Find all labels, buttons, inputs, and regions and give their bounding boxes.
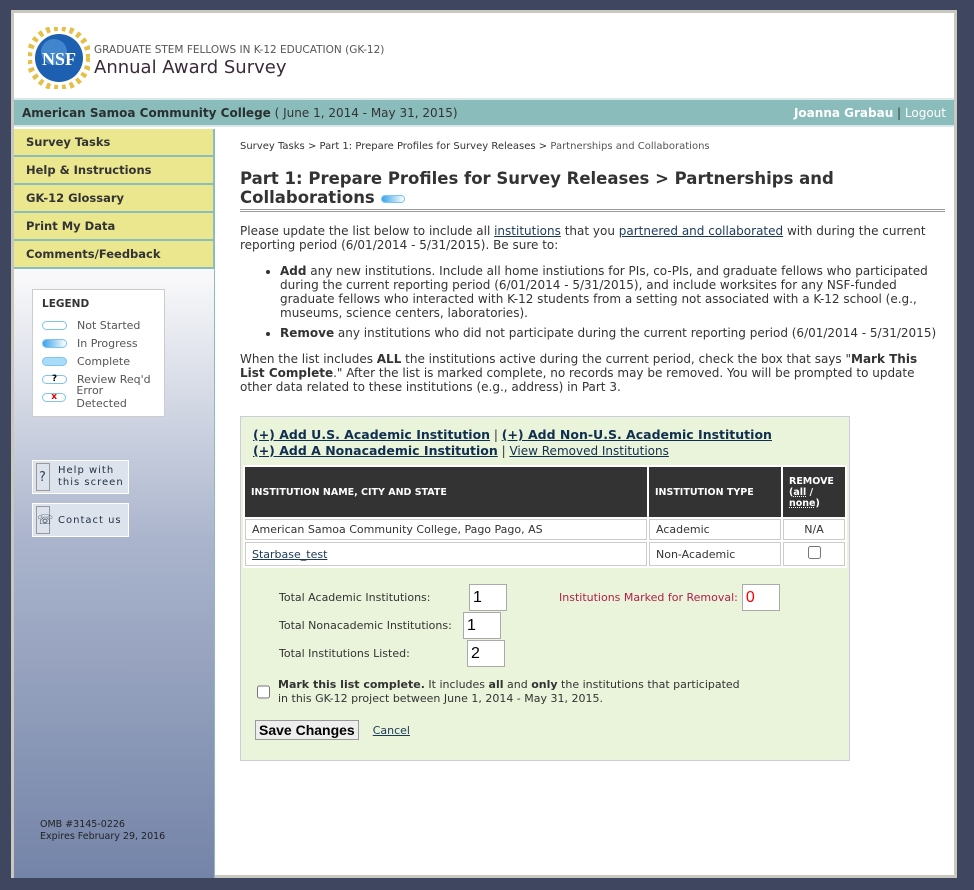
logout-link[interactable]: Logout [904,105,946,120]
breadcrumb-survey-tasks[interactable]: Survey Tasks [240,141,305,152]
complete-icon [42,357,67,366]
view-removed-link[interactable]: View Removed Institutions [509,444,669,458]
header [14,13,954,98]
total-listed-field[interactable] [467,640,505,667]
cancel-link[interactable]: Cancel [372,723,410,737]
legend-label: Not Started [77,318,141,332]
column-header-remove: REMOVE (all / none) [783,467,845,517]
mark-complete [257,678,748,706]
separator: | [490,428,502,442]
complete-part: the institutions that participated in this GK-12 project between June 1, 2014 - May 31, 2015. [278,678,740,705]
legend-title: LEGEND [42,298,90,310]
not-started-icon [42,321,67,330]
help-button-label: Help with this screen [58,465,124,488]
note-text [240,352,945,394]
table-row [245,519,845,540]
legend [32,289,165,417]
note-part: ." After the list is marked complete, no records may be removed. You will be prompted to update other data related to these institutions (e.g., address) in Part 3. [240,366,915,394]
omb-expiry: Expires February 29, 2016 [40,831,166,842]
institutions-panel [240,416,850,761]
reporting-period: ( June 1, 2014 - May 31, 2015) [274,105,458,120]
remove-header-label: REMOVE [789,475,834,487]
intro-part: Please update the list below to include all [240,224,495,238]
note-part: the institutions active during the current period, check the box that says " [401,352,851,366]
phone-icon: ☏ [36,506,50,534]
nsf-logo [28,27,90,89]
help-screen-button[interactable] [32,460,129,494]
bullet-bold: Add [280,264,307,278]
column-header-type: INSTITUTION TYPE [649,467,781,517]
program-subtitle: GRADUATE STEM FELLOWS IN K-12 EDUCATION (GK-12) [94,44,385,56]
institution-type-cell: Academic [649,519,781,540]
in-progress-icon [381,195,405,203]
table-row [245,542,845,566]
remove-checkbox[interactable] [808,546,821,559]
removal-label: Institutions Marked for Removal: [559,591,738,604]
separator: | [893,105,905,120]
remove-cell: N/A [783,519,845,540]
page-title-text: Part 1: Prepare Profiles for Survey Releases > Partnerships and Collaborations [240,169,834,207]
sidebar-item-help[interactable]: Help & Instructions [14,157,214,185]
intro-part: that you [560,224,619,238]
complete-bold: all [488,678,504,691]
bullet-text: any institutions who did not participate during the current reporting period (6/01/2014 - 5/31/2015) [334,326,937,340]
legend-label: In Progress [77,336,138,350]
breadcrumb [240,141,945,152]
question-icon: ? [36,463,50,491]
institution-name-cell [245,542,647,566]
sidebar-item-survey-tasks[interactable]: Survey Tasks [14,129,214,157]
legend-label: Complete [77,354,131,368]
complete-bold: only [531,678,558,691]
error-icon: x [42,393,66,402]
legend-label: Error Detected [76,384,127,410]
add-us-academic-link[interactable]: (+) Add U.S. Academic Institution [253,427,491,442]
form-actions [255,720,847,740]
sidebar-item-feedback[interactable]: Comments/Feedback [14,241,214,269]
note-bold: ALL [376,352,402,366]
partnered-link[interactable]: partnered and collaborated [618,224,784,238]
mark-complete-checkbox[interactable] [257,678,270,706]
select-none-link[interactable]: none [789,497,816,509]
mark-complete-text [278,678,748,706]
action-links [243,427,847,459]
list-item [280,326,945,340]
total-academic-field[interactable] [469,584,507,611]
save-changes-button[interactable]: Save Changes [255,720,359,740]
totals-form [243,568,847,708]
in-progress-icon [42,339,67,348]
removal-count-field[interactable] [742,584,780,611]
intro-part: with during the current reporting period (6/01/2014 - 5/31/2015). Be sure to: [240,224,926,252]
institution-name: American Samoa Community College [22,105,271,120]
institution-link[interactable]: Starbase_test [252,547,328,561]
instructions-list [240,264,945,340]
breadcrumb-part1[interactable]: Part 1: Prepare Profiles for Survey Releases [319,141,536,152]
app-title: Annual Award Survey [94,57,287,78]
context-bar [14,98,954,127]
table-header-row [245,467,845,517]
intro-text [240,224,945,252]
institution-name-cell: American Samoa Community College, Pago Pago, AS [245,519,647,540]
select-all-link[interactable]: all [793,486,807,498]
complete-part: It includes [424,678,489,691]
contact-button-label: Contact us [58,514,122,526]
page-title [240,169,945,212]
app-window [11,10,957,878]
list-item [280,264,945,320]
institutions-table [243,465,847,568]
note-bold: Mark This List Complete [240,352,918,380]
institutions-link[interactable]: institutions [494,224,561,238]
total-listed-label: Total Institutions Listed: [279,647,410,660]
separator: > [535,141,551,152]
total-academic-label: Total Academic Institutions: [279,591,431,604]
column-header-name: INSTITUTION NAME, CITY AND STATE [245,467,647,517]
legend-label: Review Req'd [77,372,151,386]
separator: > [304,141,320,152]
complete-part: and [503,678,532,691]
complete-bold: Mark this list complete. [278,678,425,691]
add-non-us-academic-link[interactable]: (+) Add Non-U.S. Academic Institution [501,427,772,442]
review-required-icon: ? [42,375,67,384]
svg-text:NSF: NSF [41,49,77,69]
total-nonacademic-label: Total Nonacademic Institutions: [279,619,452,632]
user-name: Joanna Grabau [793,105,894,120]
total-nonacademic-field[interactable] [463,612,501,639]
institution-type-cell: Non-Academic [649,542,781,566]
sidebar-item-print[interactable]: Print My Data [14,213,214,241]
omb-number: OMB #3145-0226 [40,819,125,830]
main-content [229,129,957,761]
contact-button[interactable] [32,503,129,537]
sidebar-item-glossary[interactable]: GK-12 Glossary [14,185,214,213]
add-nonacademic-link[interactable]: (+) Add A Nonacademic Institution [253,443,498,458]
separator: | [497,444,510,458]
remove-cell [783,542,845,566]
bullet-bold: Remove [280,326,335,340]
sidebar [14,129,215,878]
bullet-text: any new institutions. Include all home instiutions for PIs, co-PIs, and graduate fellows who participated during the current reporting period (6/01/2014 - 5/31/2015), and include worksites for any NSF-funded graduate fellows who interacted with K-12 students from a setting not associated with a K-12 school (e.g., museums, science centers, laboratories). [280,264,928,320]
breadcrumb-current: Partnerships and Collaborations [550,141,710,152]
note-part: When the list includes [240,352,377,366]
omb-info [40,819,165,843]
